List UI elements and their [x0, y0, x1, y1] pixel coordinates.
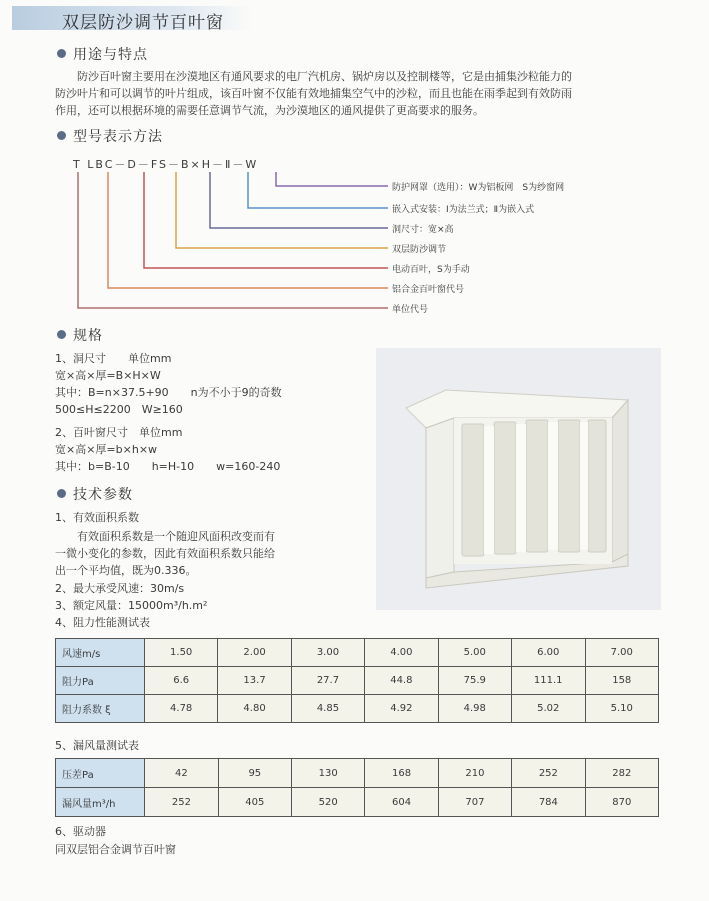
resistance-row — [56, 639, 659, 667]
tech-line: 一微小变化的参数，因此有效面积系数只能给 — [55, 547, 275, 560]
label-electric: 电动百叶，S为手动 — [392, 265, 470, 275]
table-cell: 95 — [218, 759, 291, 788]
row-header: 阻力系数 ξ — [56, 695, 145, 723]
label-opening-size: 洞尺寸：宽×高 — [392, 225, 454, 235]
table-cell: 4.80 — [218, 695, 291, 723]
spec-line: 500≤H≤2200 W≥160 — [55, 403, 183, 416]
table-cell: 13.7 — [218, 667, 291, 695]
table-cell: 111.1 — [511, 667, 585, 695]
page-title: 双层防沙调节百叶窗 — [62, 13, 224, 33]
driver-title: 6、驱动器 — [55, 825, 106, 838]
row-header: 漏风量m³/h — [56, 788, 145, 817]
table-cell: 4.78 — [144, 695, 217, 723]
spec-line: 1、洞尺寸 单位mm — [55, 352, 172, 365]
row-header: 风速m/s — [56, 639, 145, 667]
table-cell: 5.10 — [585, 695, 658, 723]
leak-row — [56, 788, 659, 817]
row-header: 压差Pa — [56, 759, 145, 788]
leader-line — [276, 172, 388, 186]
spec-line: 宽×高×厚=B×H×W — [55, 369, 161, 382]
table-cell: 520 — [292, 788, 365, 817]
spec-line: 其中：B=n×37.5+90 n为不小于9的奇数 — [55, 386, 282, 399]
table-cell: 5.02 — [511, 695, 585, 723]
spec-line: 其中：b=B-10 h=H-10 w=160-240 — [55, 460, 281, 473]
louver-photo — [376, 348, 661, 610]
table-cell: 168 — [365, 759, 438, 788]
table-cell: 5.00 — [438, 639, 511, 667]
tech-line: 2、最大承受风速：30m/s — [55, 582, 185, 595]
tech-line: 3、额定风量：15000m³/h.m² — [55, 599, 208, 612]
model-code: T LBC－D－FS－B×H－Ⅱ－W — [73, 158, 259, 171]
row-header: 阻力Pa — [56, 667, 145, 695]
spec-line: 宽×高×厚=b×h×w — [55, 443, 158, 456]
table-cell: 870 — [585, 788, 658, 817]
table-cell: 784 — [512, 788, 585, 817]
section-header-model: 型号表示方法 — [57, 126, 163, 146]
resistance-row — [56, 695, 659, 723]
resistance-row — [56, 667, 659, 695]
model-code-diagram — [0, 0, 709, 330]
bullet-icon — [57, 489, 66, 498]
leader-line — [210, 172, 388, 228]
table-cell: 707 — [438, 788, 511, 817]
section-header-tech: 技术参数 — [57, 484, 133, 504]
label-protection-net: 防护网罩（选用）：W为铝板网 S为纱窗网 — [392, 183, 565, 193]
section-header-usage: 用途与特点 — [57, 44, 148, 64]
tech-line: 出一个平均值，既为0.336。 — [55, 564, 197, 577]
table-cell: 4.85 — [291, 695, 364, 723]
tech-line: 4、阻力性能测试表 — [55, 616, 150, 629]
table-cell: 4.98 — [438, 695, 511, 723]
label-aluminum-code: 铝合金百叶窗代号 — [392, 285, 465, 295]
leader-line — [176, 172, 388, 248]
resistance-table — [55, 638, 659, 723]
table-cell: 405 — [218, 788, 291, 817]
label-double-sand: 双层防沙调节 — [392, 245, 447, 255]
table-cell: 4.92 — [365, 695, 438, 723]
usage-paragraph: 防沙百叶窗主要用在沙漠地区有通风要求的电厂汽机房、锅炉房以及控制楼等，它是由捕集沙粒能力的 防沙叶片和可以调节的叶片组成，该百叶窗不仅能有效地捕集空气中的沙粒，而且也能在雨季起到有效防雨 作用，还可以根据环境的需要任意调节气流，为沙漠地区的通风提供了更高要求的服务。 — [55, 70, 572, 117]
table-cell: 130 — [292, 759, 365, 788]
table-cell: 252 — [512, 759, 585, 788]
tech-line: 有效面积系数是一个随迎风面积改变而有 — [55, 530, 275, 543]
table-cell: 210 — [438, 759, 511, 788]
leader-line — [248, 172, 388, 208]
section-header-spec: 规格 — [57, 325, 103, 345]
driver-text: 同双层铝合金调节百叶窗 — [55, 843, 176, 856]
table-cell: 158 — [585, 667, 658, 695]
label-installation: 嵌入式安装：Ⅰ为法兰式；Ⅱ为嵌入式 — [392, 205, 535, 215]
table-cell: 252 — [145, 788, 218, 817]
spec-line: 2、百叶窗尺寸 单位mm — [55, 426, 183, 439]
label-unit-code: 单位代号 — [392, 305, 429, 315]
leak-table — [55, 758, 659, 817]
leak-row — [56, 759, 659, 788]
table-cell: 2.00 — [218, 639, 291, 667]
table-cell: 4.00 — [365, 639, 438, 667]
bullet-icon — [57, 330, 66, 339]
table-cell: 282 — [585, 759, 658, 788]
table-cell: 6.6 — [144, 667, 217, 695]
table-cell: 27.7 — [291, 667, 364, 695]
table-cell: 3.00 — [291, 639, 364, 667]
table-cell: 604 — [365, 788, 438, 817]
table-cell: 75.9 — [438, 667, 511, 695]
leak-table-title: 5、漏风量测试表 — [55, 739, 139, 752]
tech-line: 1、有效面积系数 — [55, 511, 139, 524]
table-cell: 1.50 — [144, 639, 217, 667]
table-cell: 44.8 — [365, 667, 438, 695]
table-cell: 7.00 — [585, 639, 658, 667]
table-cell: 6.00 — [511, 639, 585, 667]
table-cell: 42 — [145, 759, 218, 788]
